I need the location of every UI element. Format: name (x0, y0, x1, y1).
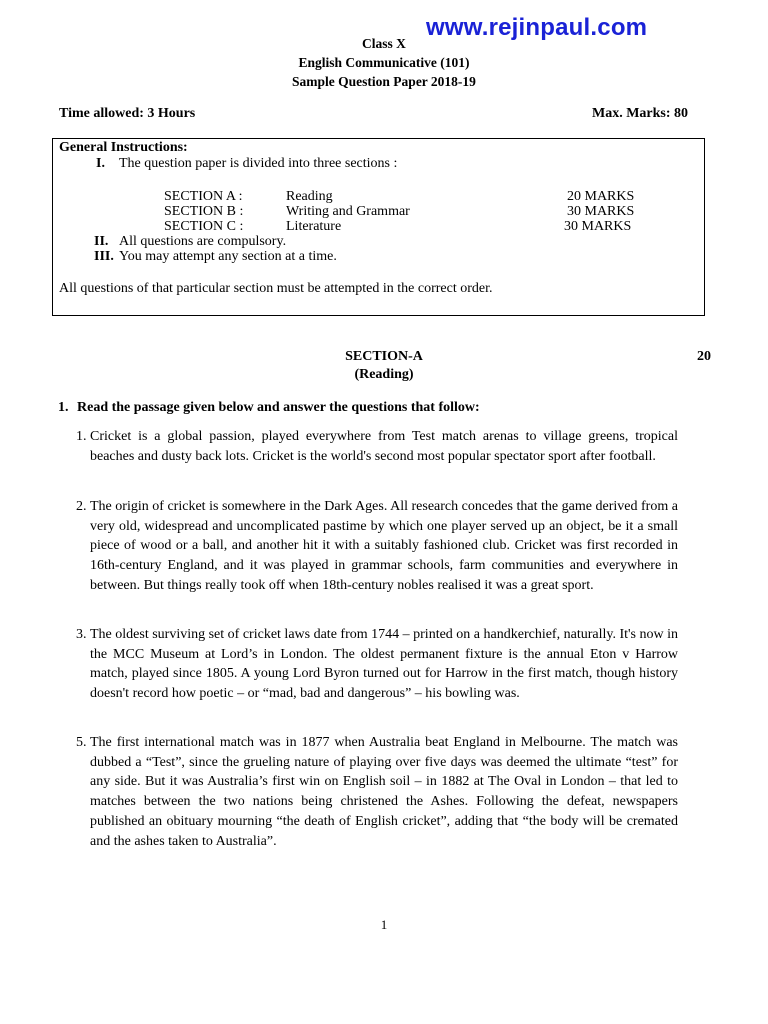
instruction-3-text: You may attempt any section at a time. (119, 249, 337, 264)
section-a-marks: 20 MARKS (567, 189, 635, 204)
paragraph-number: 5. (76, 735, 87, 750)
section-b-marks: 30 MARKS (567, 204, 635, 219)
instruction-1-num: I. (96, 156, 105, 171)
instructions-footer: All questions of that particular section must be attempted in the correct order. (59, 281, 493, 296)
paragraph-text: The origin of cricket is somewhere in the Dark Ages. All research concedes that the game derived from a very old, widespread and uncomplicated pastime by which one player served up an object, be it a small piece of wood or a ball, and another hit it with a suitably fashioned club. Cricket was first recorded in 16th-century England, and it was played in grammar schools, farm communities and everywhere in between. But things really took off when 18th-century nobles realised it was a great sport. (90, 499, 678, 593)
instruction-2-text: All questions are compulsory. (119, 234, 287, 249)
section-a-subtitle: (Reading) (354, 367, 414, 382)
paragraph-number: 3. (76, 627, 87, 642)
subject-heading: English Communicative (101) (298, 55, 470, 70)
paragraph-number: 1. (76, 429, 87, 444)
instructions-title: General Instructions: (59, 140, 188, 155)
section-a-code: SECTION A : (164, 189, 243, 204)
section-a-title: SECTION-A (345, 349, 423, 364)
section-b-code: SECTION B : (164, 204, 244, 219)
paragraph-text: Cricket is a global passion, played everywhere from Test match arenas to village greens, tropical beaches and dusty back lots. Cricket is the world's second most popular spectator sport after football. (90, 429, 678, 464)
section-a-name: Reading (286, 189, 333, 204)
paragraph-number: 2. (76, 499, 87, 514)
passage-paragraph (76, 733, 678, 851)
page-number: 1 (380, 917, 388, 932)
passage-paragraph (76, 497, 678, 596)
question-1-number: 1. (58, 400, 69, 415)
watermark-url: www.rejinpaul.com (426, 14, 648, 41)
passage-paragraph (76, 625, 678, 704)
section-c-marks: 30 MARKS (564, 219, 632, 234)
passage-paragraph (76, 427, 678, 466)
question-1 (58, 400, 480, 416)
instruction-1-text: The question paper is divided into three sections : (119, 156, 398, 171)
section-a-marks-total: 20 (697, 349, 711, 364)
time-allowed: Time allowed: 3 Hours (59, 106, 196, 121)
section-c-name: Literature (286, 219, 342, 234)
paragraph-text: The first international match was in 1877 when Australia beat England in Melbourne. The match was dubbed a “Test”, since the grueling nature of playing over five days was deemed the ultimate “test” for any side. But it was Australia’s first win on English soil – in 1882 at The Oval in London – that led to matches between the two nations being christened the Ashes. Following the defeat, newspapers published an obituary mourning “the death of English cricket”, adding that “the body will be cremated and the ashes taken to Australia”. (90, 735, 678, 849)
question-1-text: Read the passage given below and answer the questions that follow: (77, 400, 480, 415)
class-heading: Class X (362, 36, 406, 51)
max-marks: Max. Marks: 80 (592, 106, 689, 121)
section-c-code: SECTION C : (164, 219, 244, 234)
paragraph-text: The oldest surviving set of cricket laws date from 1744 – printed on a handkerchief, naturally. It's now in the MCC Museum at Lord’s in London. The oldest permanent fixture is the annual Eton v Harrow match, played since 1805. A young Lord Byron turned out for Harrow in the first match, though history doesn't record how poetic – or “mad, bad and dangerous” – his bowling was. (90, 627, 678, 702)
instruction-2-num: II. (94, 234, 109, 249)
instruction-3-num: III. (94, 249, 114, 264)
paper-heading: Sample Question Paper 2018-19 (292, 74, 476, 89)
general-instructions-box (52, 138, 705, 316)
section-b-name: Writing and Grammar (286, 204, 410, 219)
